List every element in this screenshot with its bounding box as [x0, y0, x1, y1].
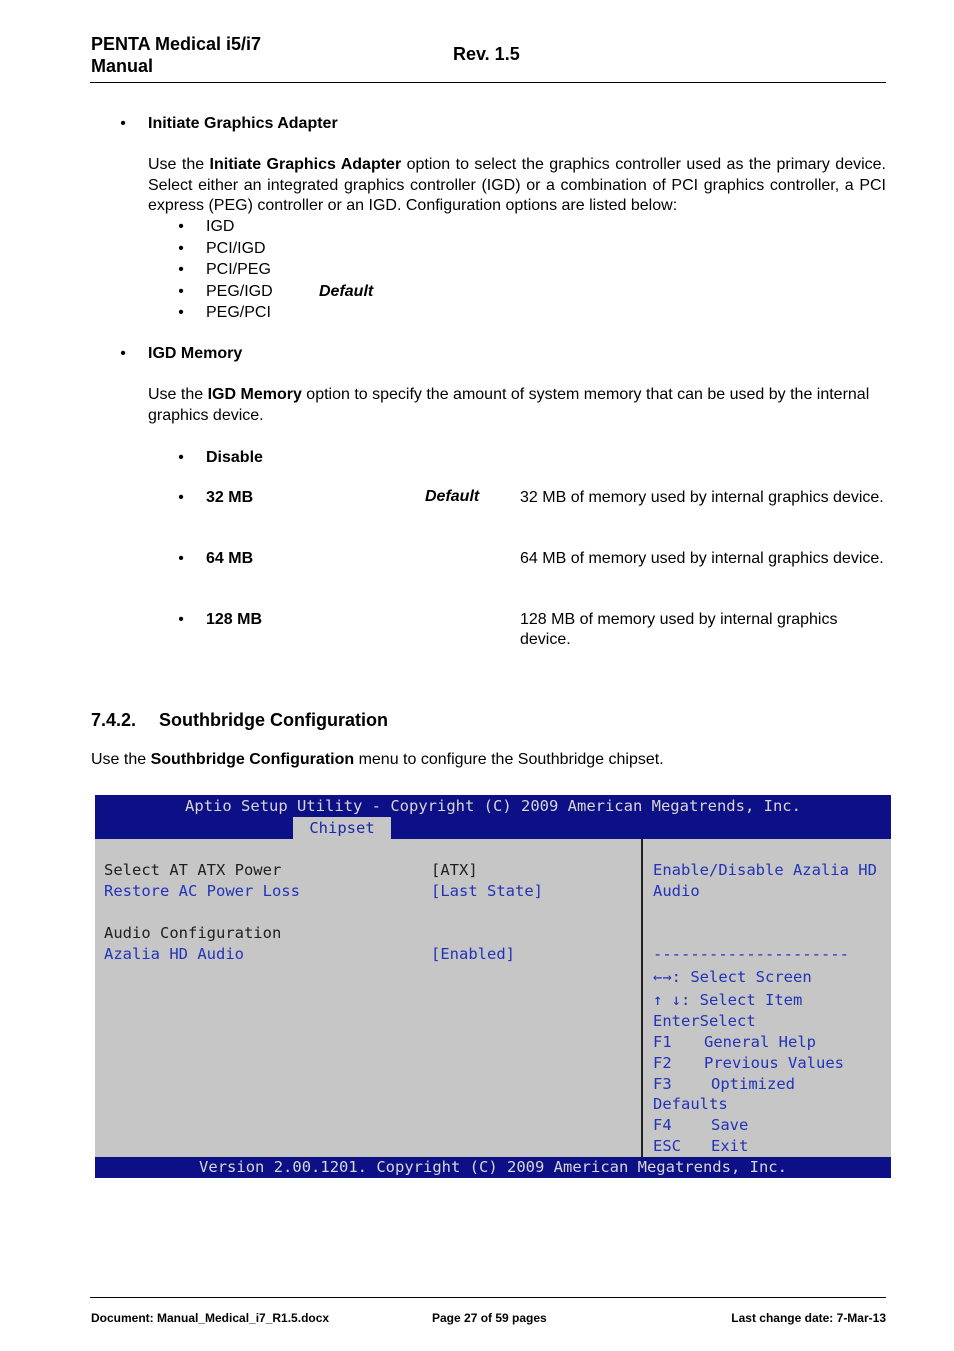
key-action: Optimized	[711, 1075, 795, 1093]
list-item	[176, 238, 373, 260]
bios-help-line2: Audio	[653, 882, 700, 900]
key-help-row	[653, 1115, 748, 1136]
key-name: Defaults	[653, 1095, 728, 1113]
bios-item-azalia-hd-audio[interactable]: Azalia HD Audio	[104, 945, 244, 963]
default-label: Default	[319, 282, 374, 300]
bullet: •	[178, 218, 184, 235]
bios-item-value[interactable]: [Enabled]	[431, 945, 515, 963]
bullet: •	[178, 489, 184, 506]
igd-default-label: Default	[425, 488, 480, 505]
bullet: •	[178, 282, 184, 300]
footer-document: Document: Manual_Medical_i7_R1.5.docx	[91, 1311, 330, 1325]
bullet: •	[178, 304, 184, 321]
option-peg-pci: PEG/PCI	[206, 304, 271, 321]
key-name: ESC	[653, 1137, 681, 1155]
igd-option-128mb: 128 MB	[206, 611, 263, 628]
key-name: F4	[653, 1116, 672, 1134]
option-pci-peg: PCI/PEG	[206, 261, 271, 278]
arrow-up-down-icon: ↑ ↓:	[653, 991, 691, 1009]
key-help-row	[653, 1074, 795, 1095]
bullet: •	[178, 550, 184, 567]
igd-option-disable: Disable	[206, 449, 263, 466]
key-help-row	[653, 1032, 816, 1053]
key-action: Select	[699, 1012, 756, 1030]
bios-panel-divider	[641, 839, 643, 1157]
bullet-igd-memory: •	[120, 345, 126, 362]
key-help-row	[653, 1136, 748, 1157]
igd-option-64mb: 64 MB	[206, 550, 254, 567]
section-title: Southbridge Configuration	[159, 710, 388, 730]
manual-title-line1: PENTA Medical i5/i7	[91, 34, 262, 54]
key-name: F1	[653, 1033, 672, 1051]
footer-page: Page 27 of 59 pages	[432, 1311, 547, 1325]
bios-item-audio-configuration: Audio Configuration	[104, 924, 282, 942]
graphics-heading: Initiate Graphics Adapter	[148, 115, 338, 132]
igd-desc-64mb: 64 MB of memory used by internal graphics device.	[520, 550, 884, 567]
option-pci-igd: PCI/IGD	[206, 239, 266, 257]
graphics-para-bold: Initiate Graphics Adapter	[209, 156, 402, 173]
arrow-left-right-icon: ←→:	[653, 968, 681, 986]
key-action: Exit	[711, 1137, 749, 1155]
key-action: Select Screen	[690, 968, 812, 986]
bios-item-restore-ac-power-loss[interactable]: Restore AC Power Loss	[104, 882, 300, 900]
key-action: Select Item	[699, 991, 803, 1009]
southbridge-paragraph	[91, 751, 886, 769]
bios-footer: Version 2.00.1201. Copyright (C) 2009 American Megatrends, Inc.	[199, 1158, 787, 1176]
bullet: •	[178, 239, 184, 257]
tab-chipset[interactable]: Chipset	[293, 817, 391, 839]
key-name: F2	[653, 1054, 672, 1072]
header-rule	[90, 82, 886, 83]
graphics-para-post: option to select the graphics controller used as the primary device. Select either an integrated graphics controller (IGD) or a combination of PCI graphics controller, a PCI express (PEG) controller or an IGD. Configuration options are listed below:	[148, 156, 886, 214]
manual-title	[91, 33, 331, 77]
key-help-row	[653, 1011, 756, 1032]
bios-title: Aptio Setup Utility - Copyright (C) 2009 American Megatrends, Inc.	[185, 797, 801, 815]
bios-item-value: [ATX]	[431, 861, 478, 879]
igd-memory-paragraph	[148, 385, 886, 426]
bullet-graphics: •	[120, 115, 126, 132]
igd-desc-32mb: 32 MB of memory used by internal graphics device.	[520, 489, 884, 506]
footer-rule	[90, 1297, 886, 1298]
igd-option-32mb: 32 MB	[206, 489, 254, 506]
section-number: 7.4.2.	[91, 710, 137, 730]
bullet: •	[178, 611, 184, 628]
bios-help-separator: ---------------------	[653, 945, 849, 963]
igd-para-bold: IGD Memory	[207, 386, 302, 403]
key-name: F3	[653, 1075, 672, 1093]
bullet: •	[178, 261, 184, 278]
list-item	[176, 302, 373, 324]
igd-memory-heading: IGD Memory	[148, 345, 243, 362]
key-action: Save	[711, 1116, 749, 1134]
bios-help-line1: Enable/Disable Azalia HD	[653, 861, 877, 879]
footer-last-change: Last change date: 7-Mar-13	[731, 1311, 886, 1325]
bios-item-label: Select AT ATX Power	[104, 861, 282, 879]
southbridge-para-bold: Southbridge Configuration	[150, 751, 355, 768]
key-help-row	[653, 967, 812, 988]
revision-label: Rev. 1.5	[453, 44, 520, 64]
southbridge-para-post: menu to configure the Southbridge chipset.	[354, 751, 664, 768]
southbridge-para-pre: Use the	[91, 751, 151, 768]
list-item	[176, 216, 373, 238]
key-help-row	[653, 1094, 728, 1115]
key-action: Previous Values	[704, 1054, 844, 1072]
igd-desc-128mb: 128 MB of memory used by internal graphics device.	[520, 611, 838, 648]
igd-para-post: option to specify the amount of system memory that can be used by the internal graphics device.	[148, 386, 870, 424]
manual-title-line2: Manual	[91, 56, 154, 76]
graphics-options-list	[176, 216, 373, 324]
key-name: Enter	[653, 1012, 700, 1030]
key-action: General Help	[704, 1033, 816, 1051]
graphics-para-pre: Use the	[148, 156, 210, 173]
bios-screenshot	[95, 795, 891, 1178]
list-item	[176, 259, 373, 281]
graphics-paragraph	[148, 155, 886, 217]
bullet: •	[178, 449, 184, 466]
option-peg-igd: PEG/IGD	[206, 282, 273, 300]
key-help-row	[653, 990, 802, 1011]
key-help-row	[653, 1053, 844, 1074]
bios-item-value[interactable]: [Last State]	[431, 882, 543, 900]
igd-para-pre: Use the	[148, 386, 208, 403]
option-igd: IGD	[206, 218, 235, 235]
list-item	[176, 281, 373, 303]
